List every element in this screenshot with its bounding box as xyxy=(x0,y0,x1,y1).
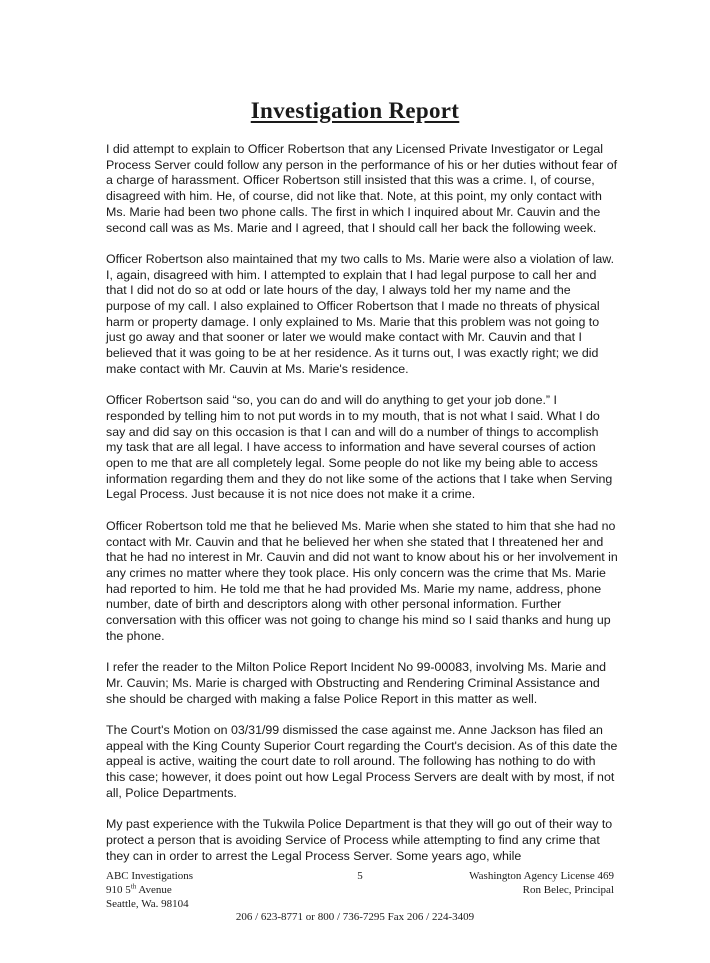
paragraph-6: The Court's Motion on 03/31/99 dismissed the case against me. Anne Jackson has filed an appeal with the King County Superior Court regarding the Court's decision. As of this date the appeal is active, waiting the court date to roll around. The following has nothing to do with this case; however, it does point out how Legal Process Servers are dealt with by most, if not all, Police Departments. xyxy=(106,722,618,800)
paragraph-4: Officer Robertson told me that he believed Ms. Marie when she stated to him that she had no contact with Mr. Cauvin and that he believed her when she stated that I threatened her and that he had no interest in Mr. Cauvin and did not want to know about his or her involvement in any crimes no matter where they took place. His only concern was the crime that Ms. Marie had reported to him. He told me that he had provided Ms. Marie my name, address, phone number, date of birth and descriptors along with other personal information. Further conversation with this officer was not going to change his mind so I said thanks and hung up the phone. xyxy=(106,518,618,643)
footer-address-number: 910 5 xyxy=(106,884,131,896)
footer-principal: Ron Belec, Principal xyxy=(522,884,614,896)
footer-address xyxy=(106,883,193,897)
page-number: 5 xyxy=(357,870,363,882)
footer-license-block xyxy=(469,869,614,897)
document-body xyxy=(106,142,618,880)
paragraph-1: I did attempt to explain to Officer Robertson that any Licensed Private Investigator or Legal Process Server could follow any person in the performance of his or her duties without fear of a charge of harassment. Officer Robertson still insisted that this was a crime. I, of course, disagreed with him. He, of course, did not like that. Note, at this point, my only contact with Ms. Marie had been two phone calls. The first in which I inquired about Mr. Cauvin and the second call was as Ms. Marie and I agreed, that I should call her back the following week. xyxy=(106,142,618,235)
paragraph-2: Officer Robertson also maintained that my two calls to Ms. Marie were also a violation of law. I, again, disagreed with him. I attempted to explain that I had legal purpose to call her and that I did not do so at odd or late hours of the day, I always told her my name and the purpose of my call. I also explained to Officer Robertson that I made no threats of physical harm or property damage. I only explained to Ms. Marie that this problem was not going to just go away and that sooner or later we would make contact with Mr. Cauvin and that I believed that it was going to be at her residence. As it turns out, I was exactly right; we did make contact with Mr. Cauvin at Ms. Marie's residence. xyxy=(106,251,615,376)
footer-address-street: Avenue xyxy=(136,884,172,896)
footer-phone-numbers: 206 / 623-8771 or 800 / 736-7295 Fax 206 / 224-3409 xyxy=(235,911,475,923)
paragraph-7: My past experience with the Tukwila Police Department is that they will go out of their way to protect a person that is avoiding Service of Process while attempting to find any crime that they can in order to arrest the Legal Process Server. Some years ago, while xyxy=(106,817,613,863)
footer-city: Seattle, Wa. 98104 xyxy=(106,898,189,910)
paragraph-3: Officer Robertson said “so, you can do and will do anything to get your job done.” I responded by telling him to not put words in to my mouth, that is not what I said. What I do say and did say on this occasion is that I can and will do a number of things to accomplish my task that are all legal. I have access to information and have several courses of action open to me that are all completely legal. Some people do not like my being able to access information regarding them and they do not like some of the actions that I take when Serving Legal Process. Just because it is not nice does not make it a crime. xyxy=(106,393,613,502)
paragraph-5: I refer the reader to the Milton Police Report Incident No 99-00083, involving Ms. Marie and Mr. Cauvin; Ms. Marie is charged with Obstructing and Rendering Criminal Assistance and she should be charged with making a false Police Report in this matter as well. xyxy=(106,660,607,706)
footer-company-block xyxy=(106,869,193,911)
document-title: Investigation Report xyxy=(250,98,460,123)
footer-license: Washington Agency License 469 xyxy=(469,870,614,882)
footer-address-sup: th xyxy=(130,882,137,891)
footer-company-name: ABC Investigations xyxy=(106,870,194,882)
